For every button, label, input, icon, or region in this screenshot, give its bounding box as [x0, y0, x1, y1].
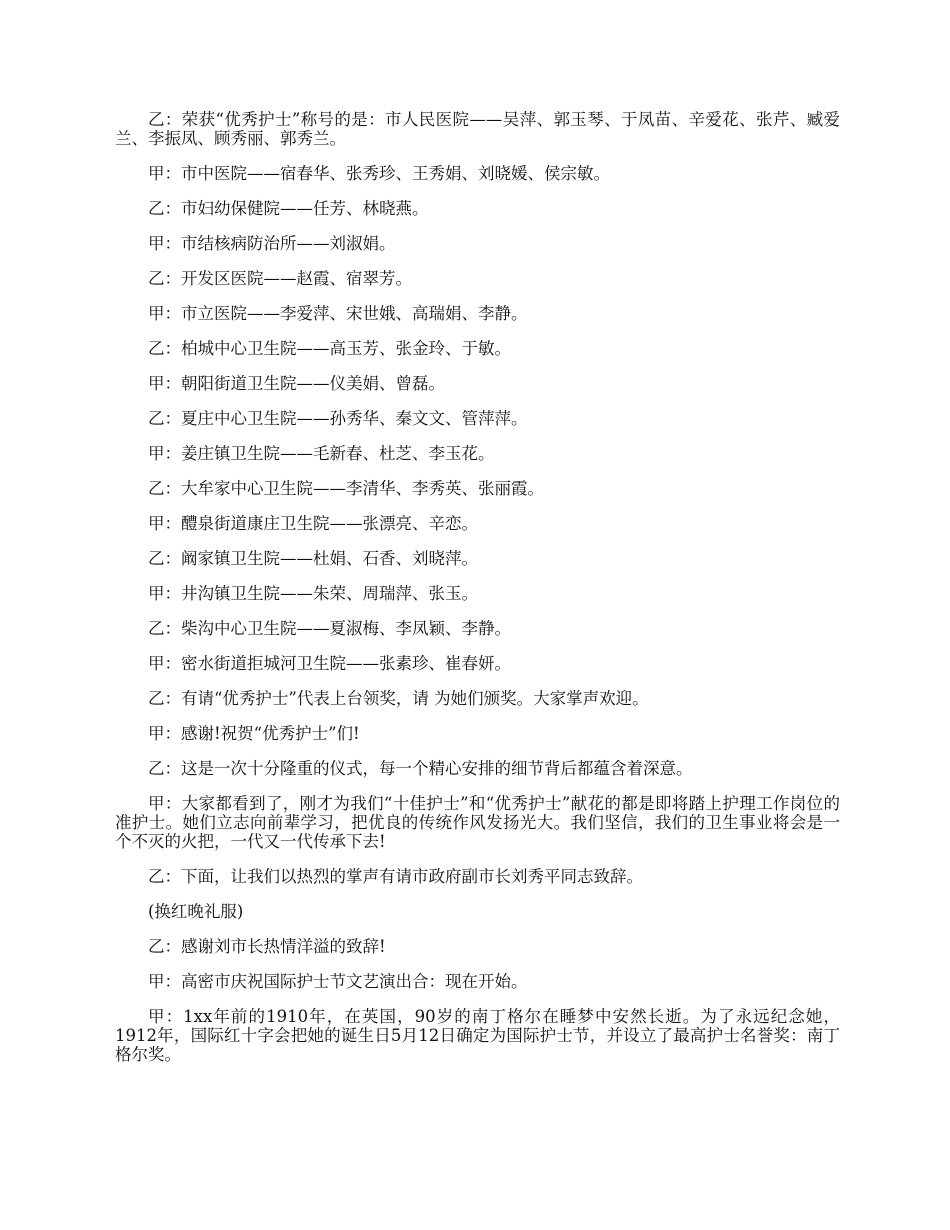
paragraph-15: 乙：柴沟中心卫生院——夏淑梅、李凤颖、李静。: [148, 619, 511, 638]
paragraph-16: 甲：密水街道拒城河卫生院——张素珍、崔春妍。: [148, 654, 511, 673]
paragraph-13: 乙：阚家镇卫生院——杜娟、石香、刘晓萍。: [148, 549, 478, 568]
paragraph-8: 甲：朝阳街道卫生院——仪美娟、曾磊。: [148, 374, 445, 393]
paragraph-6: 甲：市立医院——李爱萍、宋世娥、高瑞娟、李静。: [148, 304, 528, 323]
paragraph-17: 乙：有请“优秀护士”代表上台领奖，请 为她们颁奖。大家掌声欢迎。: [148, 689, 649, 708]
paragraph-22: (换红晚礼服): [148, 902, 244, 921]
paragraph-10: 甲：姜庄镇卫生院——毛新春、杜芝、李玉花。: [148, 444, 495, 463]
paragraph-23: 乙：感谢刘市长热情洋溢的致辞!: [148, 937, 386, 956]
paragraph-12: 甲：醴泉街道康庄卫生院——张漂亮、辛恋。: [148, 514, 478, 533]
paragraph-25: 甲：1xx年前的1910年，在英国，90岁的南丁格尔在睡梦中安然长逝。为了永远纪念她，1912年，国际红十字会把她的诞生日5月12日确定为国际护士节，并设立了最高护士名誉奖：南丁格尔奖。: [115, 1007, 840, 1064]
paragraph-2: 甲：市中医院——宿春华、张秀珍、王秀娟、刘晓媛、侯宗敏。: [148, 164, 610, 183]
document-body: [115, 110, 840, 1080]
paragraph-24: 甲：高密市庆祝国际护士节文艺演出合：现在开始。: [148, 972, 528, 991]
paragraph-18: 甲：感谢!祝贺“优秀护士”们!: [148, 724, 360, 743]
paragraph-19: 乙：这是一次十分隆重的仪式，每一个精心安排的细节背后都蕴含着深意。: [148, 759, 693, 778]
paragraph-1: 乙：荣获“优秀护士”称号的是：市人民医院——吴萍、郭玉琴、于凤苗、辛爱花、张芹、臧爱兰、李振凤、顾秀丽、郭秀兰。: [115, 110, 840, 148]
paragraph-14: 甲：井沟镇卫生院——朱荣、周瑞萍、张玉。: [148, 584, 478, 603]
paragraph-5: 乙：开发区医院——赵霞、宿翠芳。: [148, 269, 412, 288]
paragraph-9: 乙：夏庄中心卫生院——孙秀华、秦文文、管萍萍。: [148, 409, 528, 428]
paragraph-4: 甲：市结核病防治所——刘淑娟。: [148, 234, 396, 253]
paragraph-3: 乙：市妇幼保健院——任芳、林晓燕。: [148, 199, 429, 218]
paragraph-21: 乙：下面，让我们以热烈的掌声有请市政府副市长刘秀平同志致辞。: [148, 867, 643, 886]
paragraph-7: 乙：柏城中心卫生院——高玉芳、张金玲、于敏。: [148, 339, 511, 358]
paragraph-11: 乙：大牟家中心卫生院——李清华、李秀英、张丽霞。: [148, 479, 544, 498]
paragraph-20: 甲：大家都看到了，刚才为我们“十佳护士”和“优秀护士”献花的都是即将踏上护理工作岗位的准护士。她们立志向前辈学习，把优良的传统作风发扬光大。我们坚信，我们的卫生事业将会是一个不灭的火把，一代又一代传承下去!: [115, 794, 840, 851]
